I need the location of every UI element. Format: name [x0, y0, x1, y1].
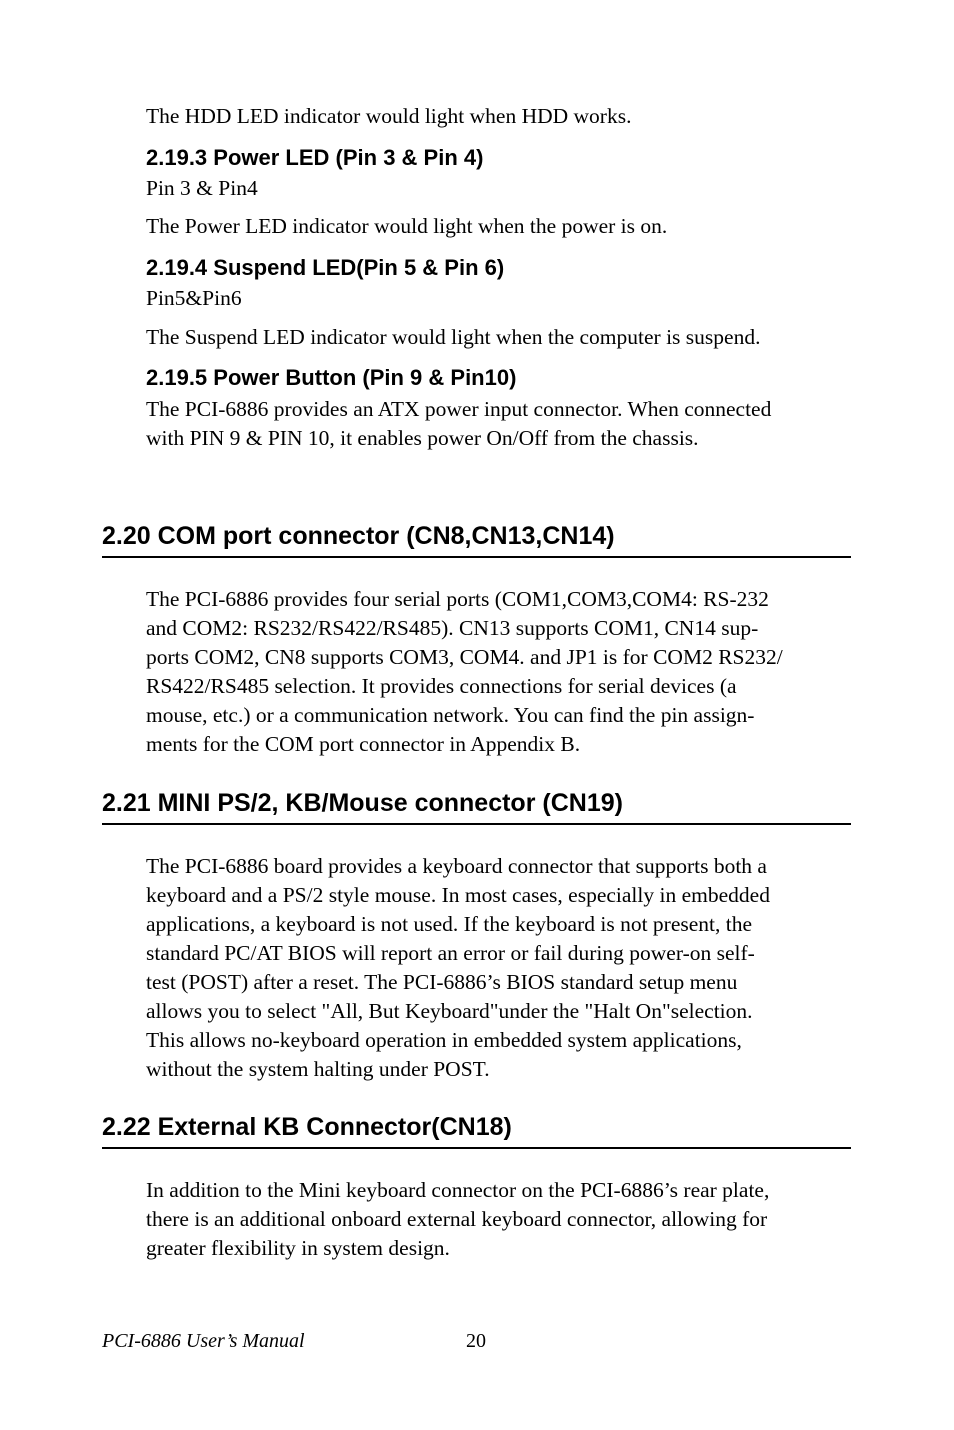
- heading-2-19-3: 2.19.3 Power LED (Pin 3 & Pin 4): [146, 145, 484, 170]
- power-led-paragraph: The Power LED indicator would light when the power is on.: [146, 214, 668, 238]
- footer-page-number: 20: [466, 1330, 486, 1352]
- heading-2-19-5: 2.19.5 Power Button (Pin 9 & Pin10): [146, 365, 517, 390]
- power-button-paragraph: [146, 395, 858, 453]
- text-line: test (POST) after a reset. The PCI-6886’s BIOS standard setup menu: [146, 970, 738, 994]
- text-line: mouse, etc.) or a communication network. You can find the pin assign-: [146, 703, 755, 727]
- text-line: The PCI-6886 provides four serial ports (COM1,COM3,COM4: RS-232: [146, 587, 769, 611]
- text-line: and COM2: RS232/RS422/RS485). CN13 supports COM1, CN14 sup-: [146, 616, 759, 640]
- text-line: This allows no-keyboard operation in embedded system applications,: [146, 1028, 742, 1052]
- text-line: The PCI-6886 provides an ATX power input connector. When connected: [146, 397, 772, 421]
- text-line: keyboard and a PS/2 style mouse. In most cases, especially in embedded: [146, 883, 770, 907]
- text-line: allows you to select "All, But Keyboard"under the "Halt On"selection.: [146, 999, 753, 1023]
- text-line: standard PC/AT BIOS will report an error or fail during power-on self-: [146, 941, 755, 965]
- com-port-paragraph: [146, 585, 858, 759]
- text-line: The PCI-6886 board provides a keyboard connector that supports both a: [146, 854, 767, 878]
- section-rule: [102, 556, 851, 558]
- hdd-led-paragraph: The HDD LED indicator would light when HDD works.: [146, 104, 632, 128]
- suspend-led-paragraph: The Suspend LED indicator would light when the computer is suspend.: [146, 325, 761, 349]
- heading-2-20: 2.20 COM port connector (CN8,CN13,CN14): [102, 522, 615, 550]
- heading-2-22: 2.22 External KB Connector(CN18): [102, 1113, 512, 1141]
- text-line: In addition to the Mini keyboard connector on the PCI-6886’s rear plate,: [146, 1178, 770, 1202]
- text-line: ports COM2, CN8 supports COM3, COM4. and JP1 is for COM2 RS232/: [146, 645, 783, 669]
- text-line: there is an additional onboard external keyboard connector, allowing for: [146, 1207, 768, 1231]
- power-led-pins: Pin 3 & Pin4: [146, 176, 258, 200]
- ps2-connector-paragraph: [146, 852, 858, 1084]
- text-line: ments for the COM port connector in Appendix B.: [146, 732, 581, 756]
- footer-manual-title: PCI-6886 User’s Manual: [102, 1330, 305, 1352]
- external-kb-paragraph: [146, 1176, 858, 1263]
- heading-2-19-4: 2.19.4 Suspend LED(Pin 5 & Pin 6): [146, 255, 505, 280]
- text-line: RS422/RS485 selection. It provides connections for serial devices (a: [146, 674, 737, 698]
- section-rule: [102, 1147, 851, 1149]
- text-line: applications, a keyboard is not used. If the keyboard is not present, the: [146, 912, 753, 936]
- text-line: greater flexibility in system design.: [146, 1236, 450, 1260]
- text-line: with PIN 9 & PIN 10, it enables power On/Off from the chassis.: [146, 426, 699, 450]
- section-rule: [102, 823, 851, 825]
- suspend-led-pins: Pin5&Pin6: [146, 286, 242, 310]
- text-line: without the system halting under POST.: [146, 1057, 490, 1081]
- heading-2-21: 2.21 MINI PS/2, KB/Mouse connector (CN19): [102, 789, 623, 817]
